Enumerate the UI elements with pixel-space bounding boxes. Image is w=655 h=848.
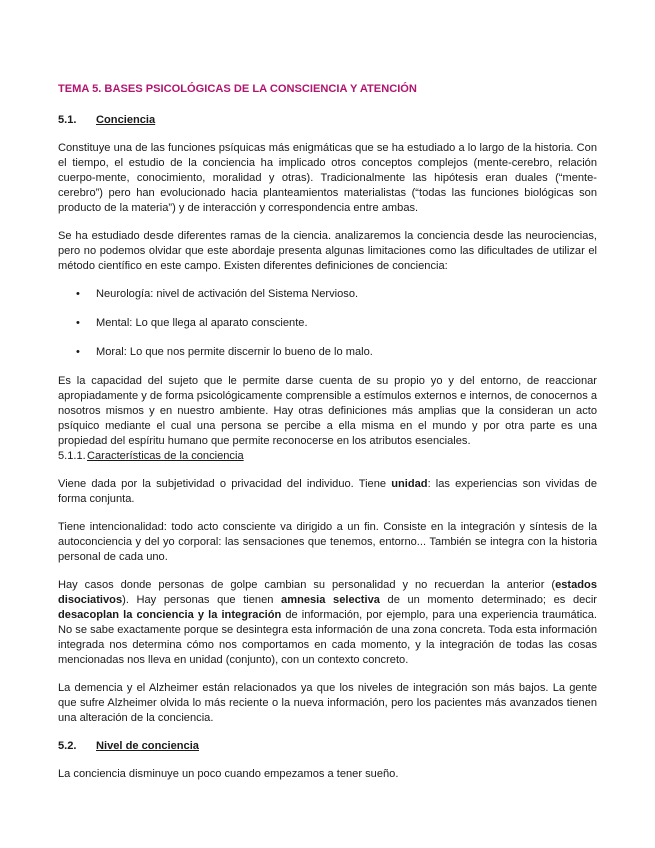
paragraph-8: La conciencia disminuye un poco cuando empezamos a tener sueño. (58, 768, 399, 780)
list-item-text: Neurología: nivel de activación del Sistema Nervioso. (96, 288, 359, 300)
text-run: de un momento determinado; es decir (379, 594, 597, 606)
section-title: Nivel de conciencia (96, 740, 199, 752)
list-item (58, 287, 597, 302)
text-run: : las experiencias son vividas de forma conjunta. (58, 478, 598, 505)
bold-term: unidad (391, 478, 428, 490)
definitions-list (58, 287, 597, 360)
section-number: 5.1. (58, 114, 77, 126)
paragraph-1: Constituye una de las funciones psíquicas más enigmáticas que se ha estudiado a lo largo de la historia. Con el tiempo, el estudio de la conciencia ha implicado otros conceptos complejos (mente-cerebro, relación cuerpo-mente, conocimiento, moralidad y otras). Tradicionalmente las hipótesis eran duales (“mente-cerebro”) pero han evolucionado hacia planteamientos materialistas (“todas las funciones biológicas son producto de la materia”) y de interacción y correspondencia entre ambas. (58, 142, 597, 214)
list-item (58, 345, 597, 360)
paragraph-6 (58, 578, 597, 668)
bold-term: estados disociativos (58, 579, 597, 606)
bullet-icon: • (76, 317, 80, 329)
text-run: Hay casos donde personas de golpe cambian su personalidad y no recuerdan la anterior ( (58, 579, 556, 591)
section-heading-5-2 (58, 739, 597, 754)
paragraph-5: Tiene intencionalidad: todo acto consciente va dirigido a un fin. Consiste en la integración y síntesis de la autoconciencia y del yo corporal: las sensaciones que tenemos, entorno... También se integra con la historia personal de cada uno. (58, 521, 597, 563)
paragraph-2: Se ha estudiado desde diferentes ramas de la ciencia. analizaremos la conciencia desde las neurociencias, pero no podemos olvidar que este abordaje presenta algunas limitaciones como las dificultades de utilizar el método científico en este campo. Existen diferentes definiciones de conciencia: (58, 230, 597, 272)
paragraph-3: Es la capacidad del sujeto que le permite darse cuenta de su propio yo y del entorno, de reaccionar apropiadamente y de forma psicológicamente comprensible a estímulos externos e internos, de conocernos a nosotros mismos y en nuestro ambiente. Hay otras definiciones más amplias que la consideran un acto psíquico mediante el cual una persona se percibe a ella misma en el mundo y por otra parte es una propiedad del espíritu humano que permite reconocerse en los atributos esenciales. (58, 375, 597, 447)
paragraph-4 (58, 477, 597, 507)
list-item (58, 316, 597, 331)
text-run: ). Hay personas que tienen (122, 594, 282, 606)
document-title: TEMA 5. BASES PSICOLÓGICAS DE LA CONSCIENCIA Y ATENCIÓN (58, 83, 417, 95)
paragraph-7: La demencia y el Alzheimer están relacionados ya que los niveles de integración son más bajos. La gente que sufre Alzheimer olvida lo más reciente o la nueva información, pero los pacientes más avanzados tienen una alteración de la conciencia. (58, 682, 597, 724)
subsection-heading-5-1-1 (58, 449, 597, 464)
subsection-title: Características de la conciencia (87, 450, 244, 462)
bullet-icon: • (76, 288, 80, 300)
section-heading-5-1 (58, 113, 597, 128)
text-run: Viene dada por la subjetividad o privacidad del individuo. Tiene (58, 478, 392, 490)
list-item-text: Moral: Lo que nos permite discernir lo bueno de lo malo. (96, 346, 373, 358)
bold-term: amnesia selectiva (281, 594, 380, 606)
section-number: 5.2. (58, 740, 77, 752)
text-run: de información, por ejemplo, para una experiencia traumática. No se sabe exactamente porque se desintegra esta información de una zona concreta. Toda esta información integrada nos determina cómo nos comportamos en cada momento, y la integración de todas las cosas mencionadas nos lleva en unidad (conjunto), con un contexto concreto. (58, 609, 597, 666)
section-title: Conciencia (96, 114, 156, 126)
list-item-text: Mental: Lo que llega al aparato consciente. (96, 317, 308, 329)
bullet-icon: • (76, 346, 80, 358)
bold-term: desacoplan la conciencia y la integración (58, 609, 282, 621)
subsection-number: 5.1.1. (58, 450, 86, 462)
